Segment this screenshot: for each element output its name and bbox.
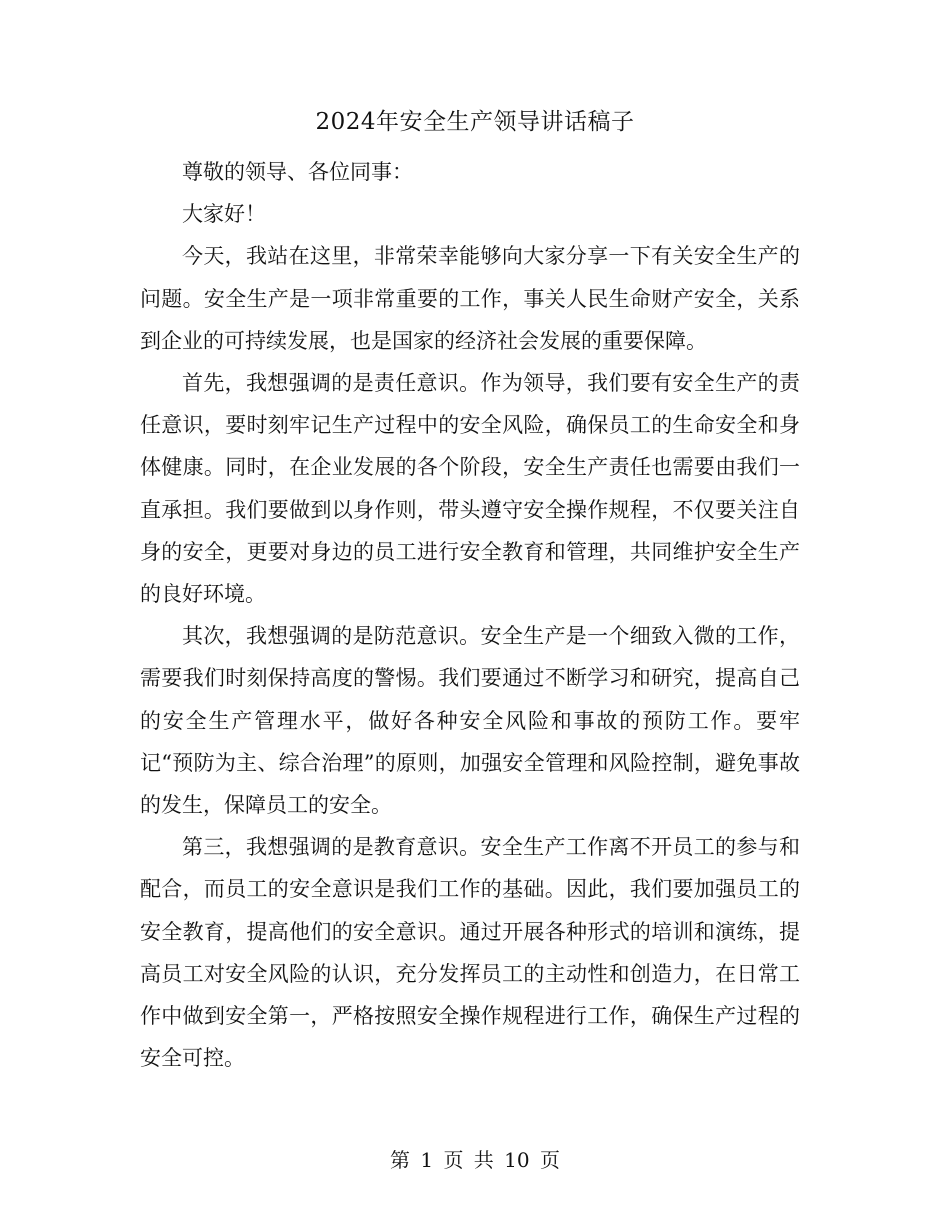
document-body (140, 151, 800, 1079)
greeting: 大家好！ (182, 202, 266, 227)
salutation: 尊敬的领导、各位同事： (182, 160, 413, 184)
paragraph-intro: 今天，我站在这里，非常荣幸能够向大家分享一下有关安全生产的问题。安全生产是一项非常重要的工作，事关人民生命财产安全，关系到企业的可持续发展，也是国家的经济社会发展的重要保障。 (140, 244, 800, 353)
paragraph-education: 第三，我想强调的是教育意识。安全生产工作离不开员工的参与和配合，而员工的安全意识是我们工作的基础。因此，我们要加强员工的安全教育，提高他们的安全意识。通过开展各种形式的培训和演练，提高员工对安全风险的认识，充分发挥员工的主动性和创造力，在日常工作中做到安全第一，严格按照安全操作规程进行工作，确保生产过程的安全可控。 (140, 835, 800, 1071)
page-number-footer: 第 1 页 共 10 页 (390, 1148, 560, 1172)
paragraph-prevention: 其次，我想强调的是防范意识。安全生产是一个细致入微的工作，需要我们时刻保持高度的警惕。我们要通过不断学习和研究，提高自己的安全生产管理水平，做好各种安全风险和事故的预防工作。要牢记“预防为主、综合治理”的原则，加强安全管理和风险控制，避免事故的发生，保障员工的安全。 (140, 624, 800, 818)
paragraph-responsibility: 首先，我想强调的是责任意识。作为领导，我们要有安全生产的责任意识，要时刻牢记生产过程中的安全风险，确保员工的生命安全和身体健康。同时，在企业发展的各个阶段，安全生产责任也需要由我们一直承担。我们要做到以身作则，带头遵守安全操作规程，不仅要关注自身的安全，更要对身边的员工进行安全教育和管理，共同维护安全生产的良好环境。 (140, 371, 800, 607)
document-title: 2024年安全生产领导讲话稿子 (315, 109, 635, 135)
